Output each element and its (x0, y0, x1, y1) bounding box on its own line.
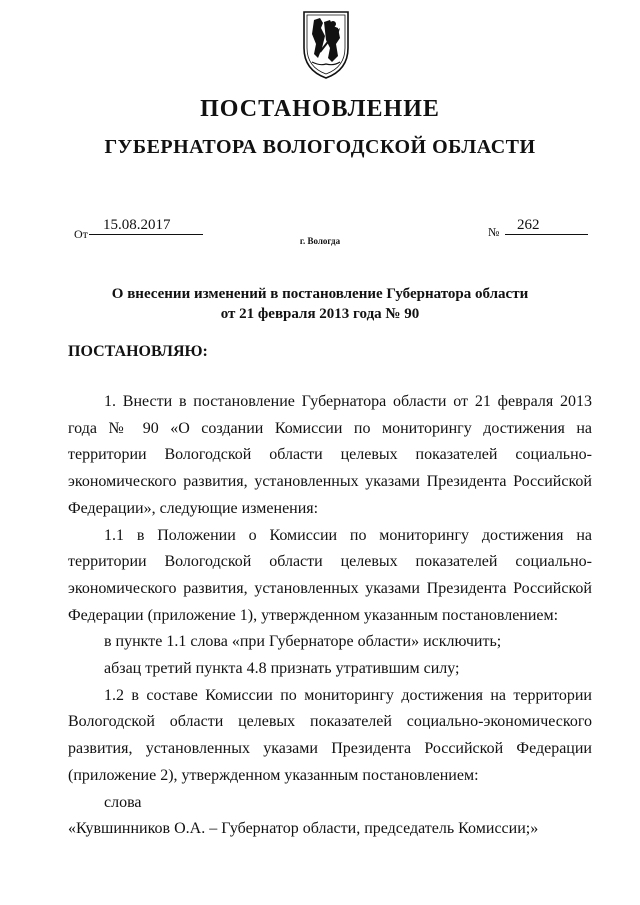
paragraph-item-1: в пункте 1.1 слова «при Губернаторе области» исключить; (104, 633, 502, 651)
document-subject (0, 284, 640, 324)
date-label: От (74, 227, 88, 241)
document-body (68, 389, 592, 843)
paragraph-1-2: 1.2 в составе Комиссии по мониторингу достижения на территории Вологодской области целевых показателей социально-экономического развития, установленных указами Президента Российской Федерации (приложение 2), утвержденном указанным постановлением: (68, 686, 592, 784)
document-subtitle: ГУБЕРНАТОРА ВОЛОГОДСКОЙ ОБЛАСТИ (104, 136, 536, 158)
paragraph-item-2: абзац третий пункта 4.8 признать утратившим силу; (104, 660, 460, 678)
number-label: № (488, 225, 500, 239)
city-label: г. Вологда (299, 236, 341, 246)
decree-word: ПОСТАНОВЛЯЮ: (68, 343, 208, 360)
paragraph-quote: «Кувшинников О.А. – Губернатор области, председатель Комиссии;» (68, 820, 539, 838)
date-value: 15.08.2017 (89, 217, 203, 235)
coat-of-arms-emblem (300, 8, 352, 80)
paragraph-words: слова (104, 793, 142, 811)
number-value: 262 (505, 217, 588, 235)
paragraph-1: 1. Внести в постановление Губернатора области от 21 февраля 2013 года № 90 «О создании Комиссии по мониторингу достижения на территории Вологодской области целевых показателей социально-экономического развития, установленных указами Президента Российской Федерации», следующие изменения: (68, 393, 592, 517)
paragraph-1-1: 1.1 в Положении о Комиссии по мониторингу достижения на территории Вологодской области целевых показателей социально-экономического развития, установленных указами Президента Российской Федерации (приложение 1), утвержденном указанным постановлением: (68, 526, 592, 624)
subject-line-2: от 21 февраля 2013 года № 90 (220, 306, 420, 322)
document-title: ПОСТАНОВЛЕНИЕ (200, 96, 440, 122)
subject-line-1: О внесении изменений в постановление Губернатора области (111, 286, 529, 302)
